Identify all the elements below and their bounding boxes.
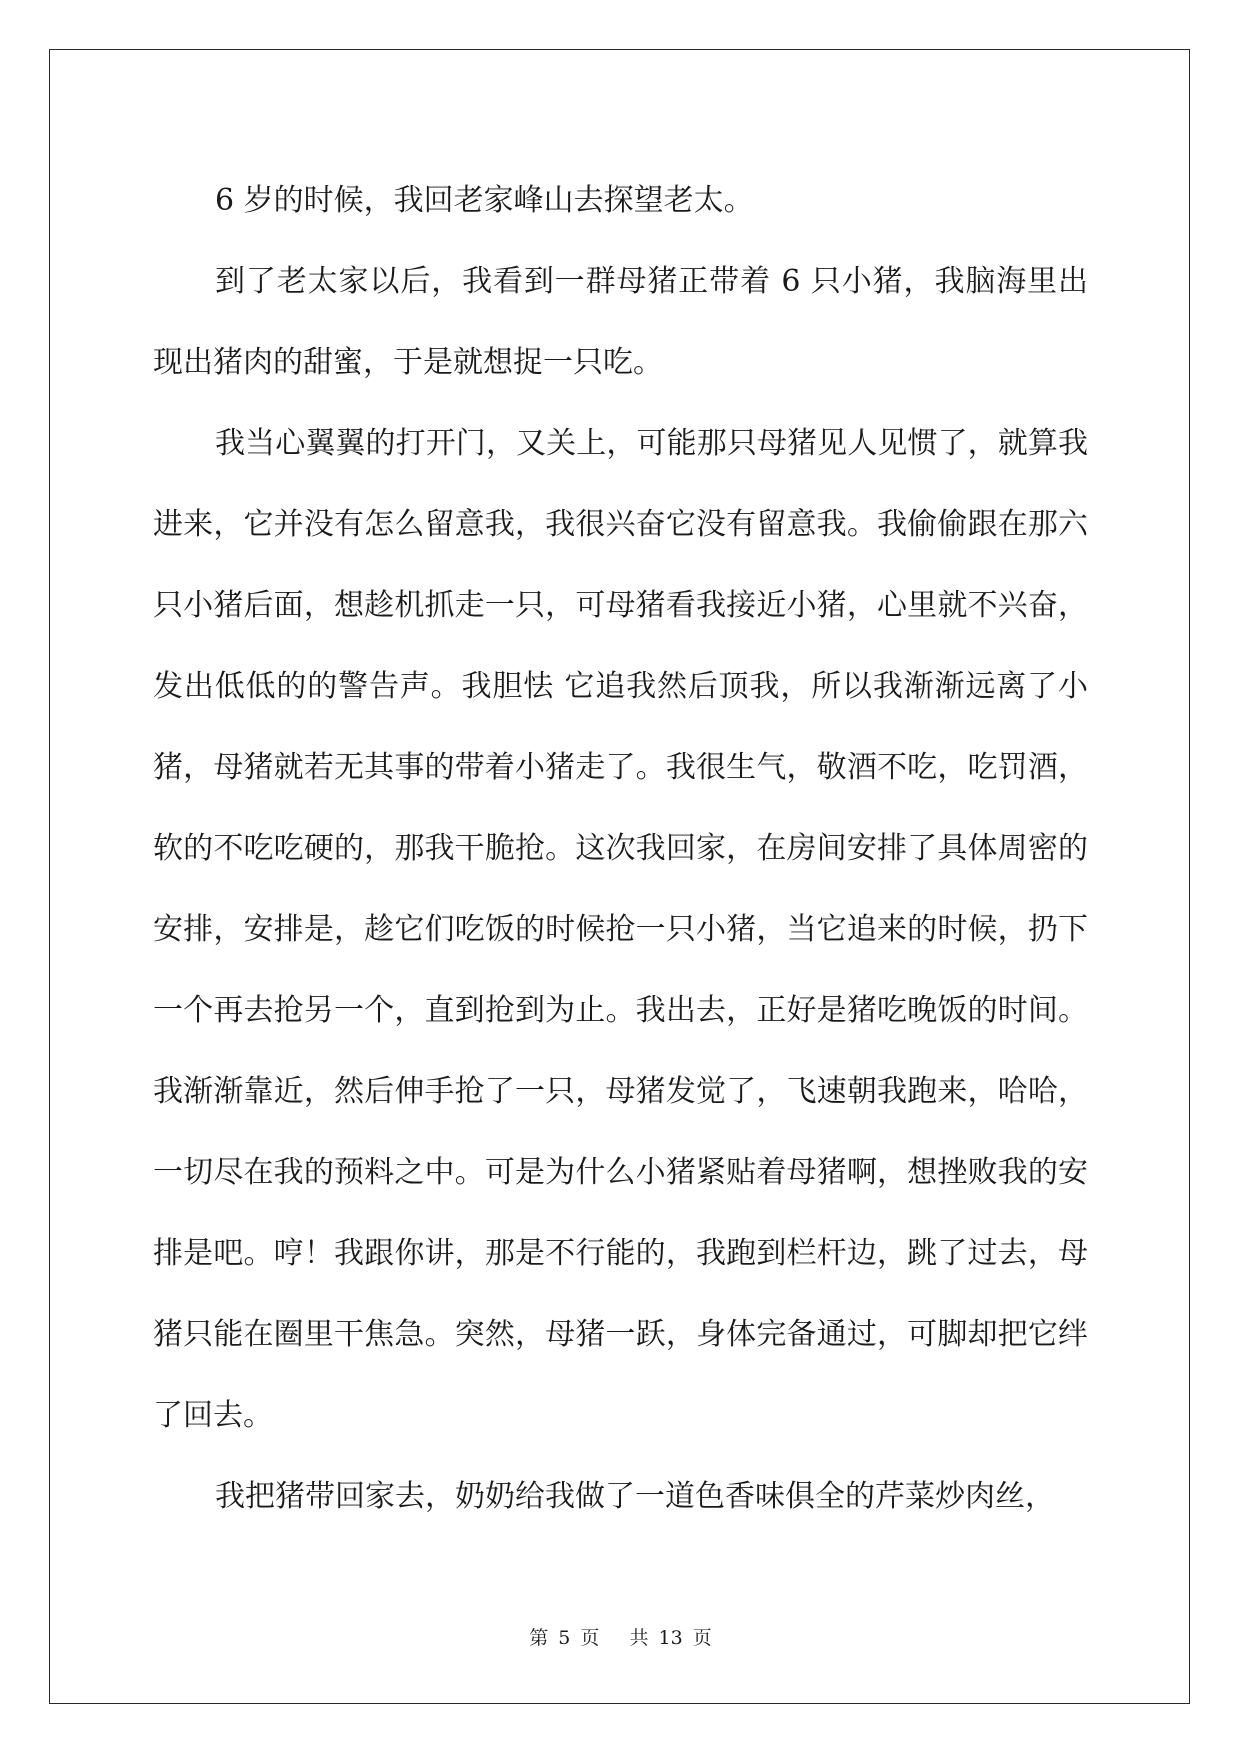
paragraph: 我当心翼翼的打开门，又关上，可能那只母猪见人见惯了，就算我进来，它并没有怎么留意我，我很兴奋它没有留意我。我偷偷跟在那六只小猪后面，想趁机抓走一只，可母猪看我接近小猪，心里就不兴奋，发出低低的的警告声。我胆怯 它追我然后顶我，所以我渐渐远离了小猪，母猪就若无其事的带着小猪走了。我很生气，敬酒不吃，吃罚酒，软的不吃吃硬的，那我干脆抢。这次我回家，在房间安排了具体周密的安排，安排是，趁它们吃饭的时候抢一只小猪，当它追来的时候，扔下一个再去抢另一个，直到抢到为止。我出去，正好是猪吃晚饭的时间。我渐渐靠近，然后伸手抢了一只，母猪发觉了，飞速朝我跑来，哈哈，一切尽在我的预料之中。可是为什么小猪紧贴着母猪啊，想挫败我的安排是吧。哼！我跟你讲，那是不行能的，我跑到栏杆边，跳了过去，母猪只能在圈里干焦急。突然，母猪一跃，身体完备通过，可脚却把它绊了回去。 — [153, 426, 1088, 1433]
paragraph: 到了老太家以后，我看到一群母猪正带着 6 只小猪，我脑海里出现出猪肉的甜蜜，于是就想捉一只吃。 — [153, 264, 1088, 380]
page-number: 第 5 页 — [529, 1627, 600, 1649]
page-footer — [0, 1623, 1241, 1650]
paragraph: 6 岁的时候，我回老家峰山去探望老太。 — [215, 183, 754, 218]
paragraph: 我把猪带回家去，奶奶给我做了一道色香味俱全的芹菜炒肉丝， — [215, 1479, 1055, 1514]
document-body — [153, 160, 1088, 1537]
page-total: 共 13 页 — [629, 1627, 712, 1649]
